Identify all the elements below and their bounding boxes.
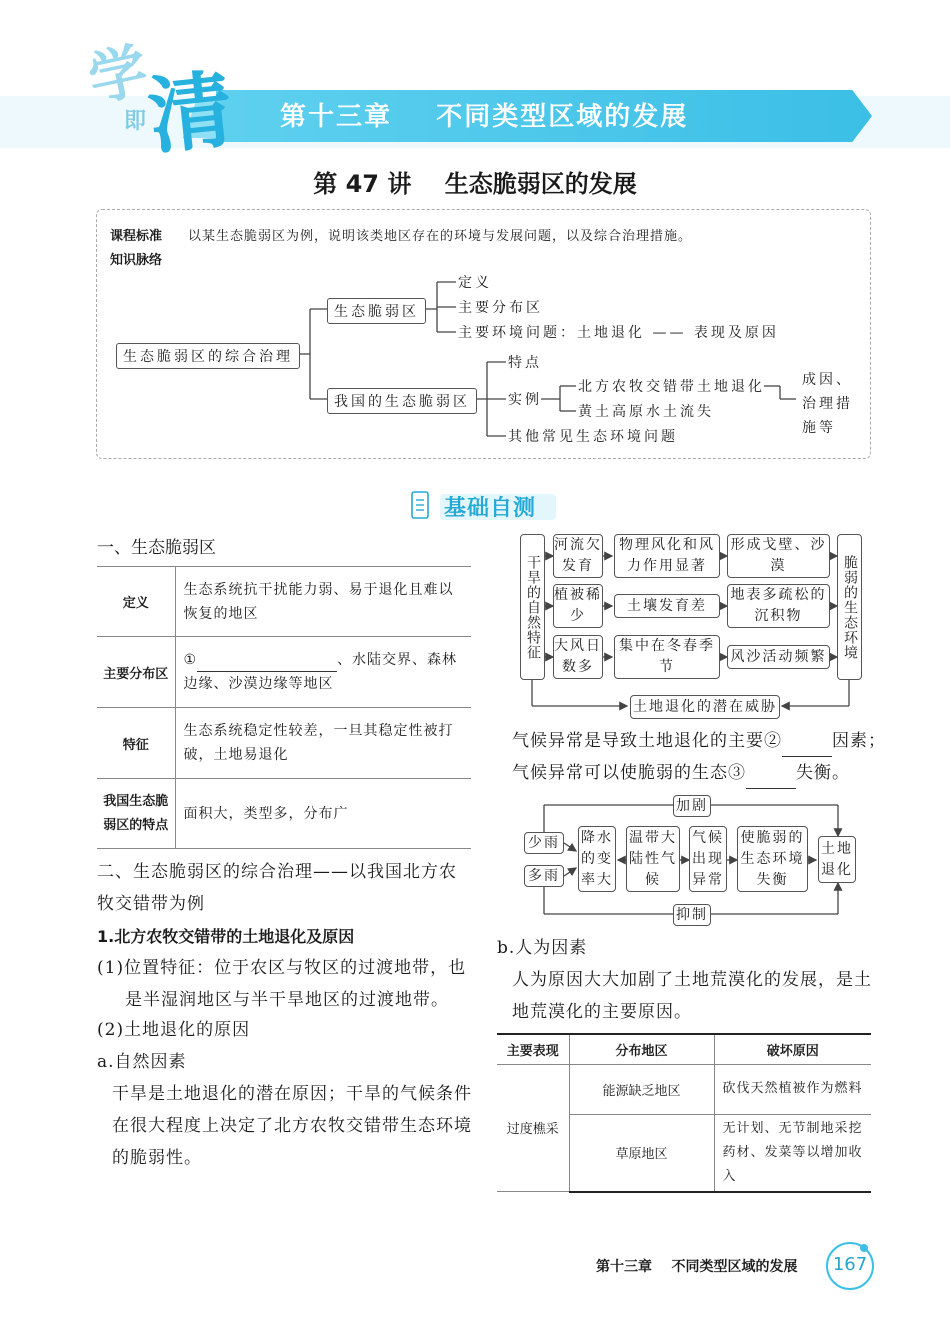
human-factors-heading: b.人为因素 xyxy=(497,938,588,958)
tree-item-definition: 定义 xyxy=(458,275,492,291)
table-row xyxy=(97,779,471,849)
tree-root: 生态脆弱区的综合治理 xyxy=(116,343,300,369)
part2-subheading: 1.北方农牧交错带的土地退化及原因 xyxy=(97,927,355,946)
flow1-box: 集中在冬春季节 xyxy=(614,635,720,679)
flow1-box: 河流欠发育 xyxy=(553,534,603,578)
cell-label: 过度樵采 xyxy=(497,1064,569,1192)
tree-item-env-problem: 主要环境问题：土地退化 —— 表现及原因 xyxy=(458,325,779,341)
flow1-box: 大风日数多 xyxy=(553,635,603,679)
cell-reason: 无计划、无节制地采挖药材、发菜等以增加收入 xyxy=(714,1114,871,1192)
flow1-bottom-box: 土地退化的潜在威胁 xyxy=(630,695,780,719)
flow2-box: 温带大陆性气候 xyxy=(626,826,680,892)
row-value xyxy=(175,637,471,708)
flow1-box: 地表多疏松的沉积物 xyxy=(727,584,830,628)
row-key: 我国生态脆弱区的特点 xyxy=(97,779,175,849)
definition-table xyxy=(97,566,471,849)
drought-paragraph: 干旱是土地退化的潜在原因；干旱的气候条件在很大程度上决定了北方农牧交错带生态环境的脆弱性。 xyxy=(112,1084,472,1168)
col-header: 主要表现 xyxy=(497,1034,569,1064)
tree-example-result: 成因、治理措施等 xyxy=(802,372,853,436)
answer-blank-2[interactable] xyxy=(782,739,832,757)
tree-branch-china-fragile: 我国的生态脆弱区 xyxy=(327,388,477,414)
standard-text: 以某生态脆弱区为例，说明该类地区存在的环境与发展问题，以及综合治理措施。 xyxy=(188,229,693,244)
tree-branch-fragile-region: 生态脆弱区 xyxy=(327,298,426,324)
cell-area: 能源缺乏地区 xyxy=(569,1064,714,1114)
section-badge-text: 基础自测 xyxy=(444,496,537,521)
answer-blank-3[interactable] xyxy=(746,771,796,789)
logo-char-qing: 清 xyxy=(143,59,238,167)
flow1-box: 土壤发育差 xyxy=(614,594,720,618)
answer-blank-1[interactable] xyxy=(197,656,337,672)
flow1-left-label: 干旱的自然特征 xyxy=(525,554,541,660)
climate-line-2-post: 失衡。 xyxy=(796,763,850,783)
human-factor-table xyxy=(497,1033,871,1193)
page-number-dot xyxy=(860,1244,868,1252)
cell-reason: 砍伐天然植被作为燃料 xyxy=(714,1064,871,1114)
flow1-box: 植被稀少 xyxy=(553,584,603,628)
blank-number: ① xyxy=(183,652,198,668)
part2-heading: 二、生态脆弱区的综合治理——以我国北方农牧交错带为例 xyxy=(97,862,457,914)
table-row xyxy=(97,567,471,637)
climate-line-1 xyxy=(512,725,886,757)
table-row xyxy=(497,1064,871,1114)
tree-example-north: 北方农牧交错带土地退化 xyxy=(578,379,765,395)
footer-chapter: 第十三章 不同类型区域的发展 xyxy=(596,1259,798,1275)
climate-line-1-pre: 气候异常是导致土地退化的主要② xyxy=(512,731,782,751)
context-label: 知识脉络 xyxy=(110,253,163,268)
row-value: 面积大，类型多，分布广 xyxy=(175,779,471,849)
climate-line-2 xyxy=(512,757,850,789)
col-header: 破坏原因 xyxy=(714,1034,871,1064)
flow1-box: 风沙活动频繁 xyxy=(727,645,830,669)
flow2-more-rain: 多雨 xyxy=(524,865,564,887)
row-value: 生态系统稳定性较差，一旦其稳定性被打破，土地易退化 xyxy=(175,708,471,779)
flow1-box: 物理风化和风力作用显著 xyxy=(614,534,720,578)
tree-item-other-problems: 其他常见生态环境问题 xyxy=(508,429,678,445)
logo-char-ji: 即 xyxy=(124,109,147,134)
standard-label: 课程标准 xyxy=(110,229,163,244)
tree-item-examples: 实例 xyxy=(508,392,542,408)
tree-item-features: 特点 xyxy=(508,355,542,371)
flow1-fragile-environment xyxy=(837,534,862,680)
flow2-box: 使脆弱的生态环境失衡 xyxy=(737,826,808,892)
flow1-drought-features xyxy=(520,534,545,680)
logo-char-xue: 学 xyxy=(82,35,154,115)
row-key: 特征 xyxy=(97,708,175,779)
location-feature-paragraph: (1)位置特征：位于农区与牧区的过渡地带，也是半湿润地区与半干旱地区的过渡地带。 xyxy=(97,958,467,1010)
part1-heading: 一、生态脆弱区 xyxy=(97,538,216,558)
col-header: 分布地区 xyxy=(569,1034,714,1064)
flow2-land-degradation: 土地退化 xyxy=(818,836,856,883)
flow1-right-label: 脆弱的生态环境 xyxy=(842,554,858,660)
tree-example-loess: 黄土高原水土流失 xyxy=(578,404,714,420)
degradation-causes-heading: (2)土地退化的原因 xyxy=(97,1020,251,1040)
flow1-box: 形成戈壁、沙漠 xyxy=(727,534,830,578)
lecture-title: 第 47 讲 生态脆弱区的发展 xyxy=(313,170,637,198)
natural-factors-heading: a.自然因素 xyxy=(97,1052,187,1072)
flow2-box: 气候出现异常 xyxy=(689,826,727,892)
chapter-title: 第十三章 不同类型区域的发展 xyxy=(280,102,689,132)
tree-item-distribution: 主要分布区 xyxy=(458,300,543,316)
cell-area: 草原地区 xyxy=(569,1114,714,1192)
table-row xyxy=(97,637,471,708)
climate-line-1-post: 因素； xyxy=(832,731,886,751)
flow2-box: 降水的变率大 xyxy=(578,826,616,892)
row-key: 定义 xyxy=(97,567,175,637)
table-row xyxy=(97,708,471,779)
row-value-suffix: 、水陆交界、森林边缘、沙漠边缘等地区 xyxy=(183,652,458,692)
page-number: 167 xyxy=(832,1254,868,1275)
row-value: 生态系统抗干扰能力弱、易于退化且难以恢复的地区 xyxy=(175,567,471,637)
flow2-inhibit-label: 抑制 xyxy=(673,904,711,926)
flow2-intensify-label: 加剧 xyxy=(673,795,711,817)
row-key: 主要分布区 xyxy=(97,637,175,708)
climate-line-2-pre: 气候异常可以使脆弱的生态③ xyxy=(512,763,746,783)
table-header-row xyxy=(497,1034,871,1064)
human-factors-text: 人为原因大大加剧了土地荒漠化的发展，是土地荒漠化的主要原因。 xyxy=(512,970,872,1022)
flow2-less-rain: 少雨 xyxy=(524,832,564,854)
